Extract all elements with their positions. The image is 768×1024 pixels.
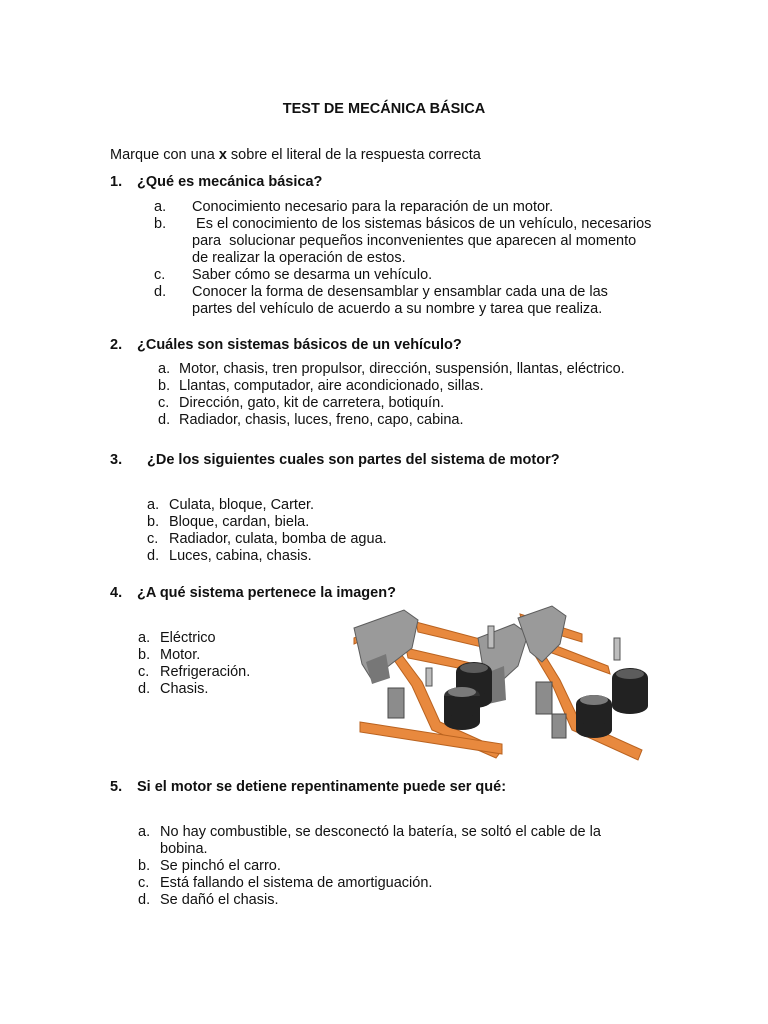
option-letter: a. bbox=[147, 497, 160, 513]
option-letter: d. bbox=[147, 548, 160, 564]
air-suspension-assembly-illustration-icon bbox=[346, 604, 658, 778]
option-text: Conocer la forma de desensamblar y ensamblar cada una de las partes del vehículo de acuerdo a su nombre y tarea que realiza. bbox=[192, 284, 608, 317]
question-number: 5. bbox=[110, 779, 123, 795]
instruction-text bbox=[110, 147, 481, 164]
options-list-3 bbox=[147, 497, 547, 565]
options-list-4 bbox=[138, 630, 338, 698]
option-3c[interactable] bbox=[147, 531, 547, 548]
question-text: ¿Qué es mecánica básica? bbox=[137, 174, 323, 190]
option-letter: b. bbox=[138, 858, 151, 874]
option-text: Dirección, gato, kit de carretera, botiquín. bbox=[179, 395, 445, 411]
option-4c[interactable] bbox=[138, 664, 338, 681]
option-5c[interactable] bbox=[138, 875, 638, 892]
question-3 bbox=[110, 452, 560, 469]
option-text: Es el conocimiento de los sistemas básicos de un vehículo, necesarios para solucionar pequeños inconvenientes que aparecen al momento de realizar la operación de estos. bbox=[192, 216, 656, 266]
option-letter: c. bbox=[138, 664, 150, 680]
option-letter: d. bbox=[158, 412, 171, 428]
question-4 bbox=[110, 585, 396, 602]
option-letter: a. bbox=[154, 199, 167, 215]
question-text: ¿De los siguientes cuales son partes del sistema de motor? bbox=[147, 452, 560, 468]
option-letter: b. bbox=[138, 647, 151, 663]
option-5a[interactable] bbox=[138, 824, 638, 858]
question-text: Si el motor se detiene repentinamente puede ser qué: bbox=[137, 779, 507, 795]
option-text: Bloque, cardan, biela. bbox=[169, 514, 310, 530]
option-text: Refrigeración. bbox=[160, 664, 251, 680]
option-letter: c. bbox=[138, 875, 150, 891]
option-text: Conocimiento necesario para la reparación de un motor. bbox=[192, 199, 554, 215]
option-text: Se dañó el chasis. bbox=[160, 892, 279, 908]
option-text: Está fallando el sistema de amortiguación. bbox=[160, 875, 433, 891]
air-bag-right-front bbox=[576, 695, 612, 738]
option-text: Radiador, culata, bomba de agua. bbox=[169, 531, 387, 547]
question-1 bbox=[110, 174, 322, 191]
option-3a[interactable] bbox=[147, 497, 547, 514]
option-letter: b. bbox=[147, 514, 160, 530]
option-2a[interactable] bbox=[158, 361, 678, 378]
question-2 bbox=[110, 337, 462, 354]
question-number: 1. bbox=[110, 174, 123, 190]
option-letter: c. bbox=[154, 267, 166, 283]
option-3b[interactable] bbox=[147, 514, 547, 531]
options-list-2 bbox=[158, 361, 678, 429]
options-list-5 bbox=[138, 824, 638, 909]
option-1b[interactable] bbox=[154, 216, 654, 267]
option-letter: b. bbox=[158, 378, 171, 394]
option-2c[interactable] bbox=[158, 395, 678, 412]
option-text: Motor. bbox=[160, 647, 201, 663]
question-number: 2. bbox=[110, 337, 123, 353]
page-title: TEST DE MECÁNICA BÁSICA bbox=[282, 101, 486, 117]
question-number: 4. bbox=[110, 585, 123, 601]
air-bag-front bbox=[444, 687, 480, 730]
option-letter: d. bbox=[138, 892, 151, 908]
question-number: 3. bbox=[110, 452, 123, 468]
question-text: ¿Cuáles son sistemas básicos de un vehículo? bbox=[137, 337, 462, 353]
option-letter: c. bbox=[147, 531, 159, 547]
option-2d[interactable] bbox=[158, 412, 678, 429]
option-text: Culata, bloque, Carter. bbox=[169, 497, 315, 513]
option-text: Eléctrico bbox=[160, 630, 216, 646]
instruction-mark: x bbox=[218, 147, 227, 163]
option-text: Saber cómo se desarma un vehículo. bbox=[192, 267, 433, 283]
question-5 bbox=[110, 779, 506, 796]
option-text: Motor, chasis, tren propulsor, dirección, suspensión, llantas, eléctrico. bbox=[179, 361, 625, 377]
option-letter: a. bbox=[158, 361, 171, 377]
air-bag-right-rear bbox=[612, 668, 648, 714]
option-text: Chasis. bbox=[160, 681, 209, 697]
option-text: Radiador, chasis, luces, freno, capo, cabina. bbox=[179, 412, 464, 428]
option-text: No hay combustible, se desconectó la batería, se soltó el cable de la bobina. bbox=[160, 824, 601, 857]
option-letter: a. bbox=[138, 630, 151, 646]
instruction-after: sobre el literal de la respuesta correcta bbox=[226, 147, 481, 163]
suspension-image bbox=[346, 604, 658, 778]
option-letter: d. bbox=[154, 284, 167, 300]
option-1a[interactable] bbox=[154, 199, 654, 216]
option-5b[interactable] bbox=[138, 858, 638, 875]
option-letter: b. bbox=[154, 216, 167, 232]
option-letter: a. bbox=[138, 824, 151, 840]
option-4d[interactable] bbox=[138, 681, 338, 698]
options-list-1 bbox=[154, 199, 654, 318]
option-5d[interactable] bbox=[138, 892, 638, 909]
question-text: ¿A qué sistema pertenece la imagen? bbox=[137, 585, 396, 601]
instruction-before: Marque con una bbox=[110, 147, 219, 163]
option-4b[interactable] bbox=[138, 647, 338, 664]
option-letter: d. bbox=[138, 681, 151, 697]
option-1c[interactable] bbox=[154, 267, 654, 284]
option-3d[interactable] bbox=[147, 548, 547, 565]
option-letter: c. bbox=[158, 395, 170, 411]
option-text: Luces, cabina, chasis. bbox=[169, 548, 312, 564]
option-text: Llantas, computador, aire acondicionado, sillas. bbox=[179, 378, 484, 394]
option-text: Se pinchó el carro. bbox=[160, 858, 281, 874]
option-4a[interactable] bbox=[138, 630, 338, 647]
option-2b[interactable] bbox=[158, 378, 678, 395]
option-1d[interactable] bbox=[154, 284, 654, 318]
